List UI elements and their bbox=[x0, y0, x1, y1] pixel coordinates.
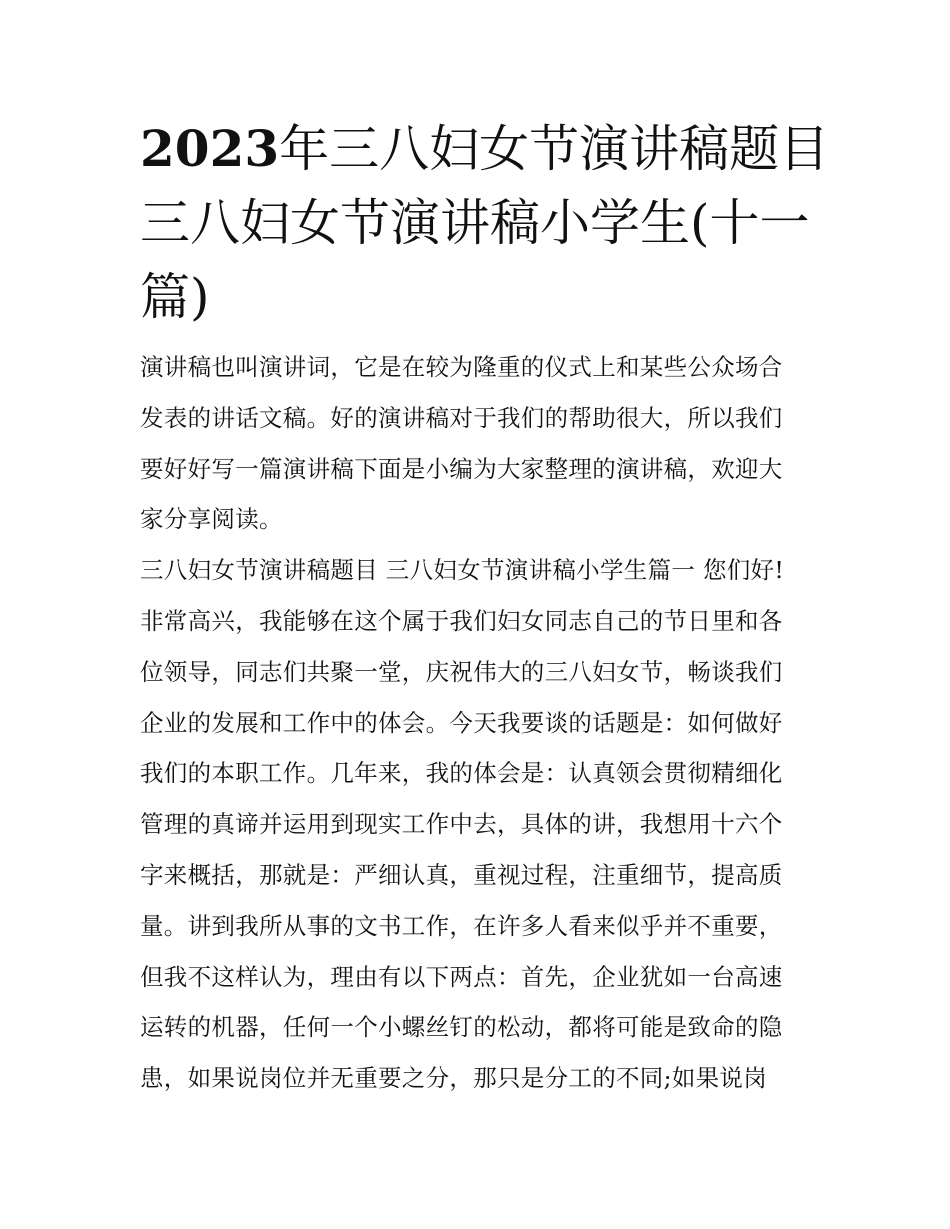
text-line: 位领导，同志们共聚一堂，庆祝伟大的三八妇女节，畅谈我们 bbox=[140, 657, 783, 686]
text-line: 家分享阅读。 bbox=[140, 505, 283, 534]
text-line: 运转的机器，任何一个小螺丝钉的松动，都将可能是致命的隐 bbox=[140, 1013, 783, 1042]
body-paragraph bbox=[140, 545, 820, 1104]
text-line: 三八妇女节演讲稿题目 三八妇女节演讲稿小学生篇一 您们好! bbox=[140, 556, 785, 585]
title-line: 篇) bbox=[140, 268, 210, 326]
text-line: 我们的本职工作。几年来，我的体会是：认真领会贯彻精细化 bbox=[140, 759, 783, 788]
document-title bbox=[140, 112, 830, 334]
title-line: 三八妇女节演讲稿小学生(十一 bbox=[140, 194, 810, 252]
text-line: 演讲稿也叫演讲词，它是在较为隆重的仪式上和某些公众场合 bbox=[140, 353, 783, 381]
title-text: 年三八妇女节演讲稿题目 bbox=[279, 120, 830, 178]
text-line: 量。讲到我所从事的文书工作，在许多人看来似乎并不重要， bbox=[140, 911, 783, 940]
text-line: 管理的真谛并运用到现实工作中去，具体的讲，我想用十六个 bbox=[140, 810, 783, 839]
document-page bbox=[140, 112, 830, 1104]
text-line: 企业的发展和工作中的体会。今天我要谈的话题是：如何做好 bbox=[140, 708, 783, 737]
text-line: 非常高兴，我能够在这个属于我们妇女同志自己的节日里和各 bbox=[140, 606, 783, 635]
title-year: 2023 bbox=[140, 119, 280, 178]
text-line: 字来概括，那就是：严细认真，重视过程，注重细节，提高质 bbox=[140, 860, 783, 889]
title-line bbox=[140, 112, 830, 186]
text-line: 患，如果说岗位并无重要之分，那只是分工的不同;如果说岗 bbox=[140, 1064, 768, 1093]
text-line: 要好好写一篇演讲稿下面是小编为大家整理的演讲稿，欢迎大 bbox=[140, 454, 783, 483]
text-line: 发表的讲话文稿。好的演讲稿对于我们的帮助很大，所以我们 bbox=[140, 403, 783, 432]
intro-paragraph bbox=[140, 342, 820, 545]
text-line: 但我不这样认为，理由有以下两点：首先，企业犹如一台高速 bbox=[140, 962, 783, 991]
